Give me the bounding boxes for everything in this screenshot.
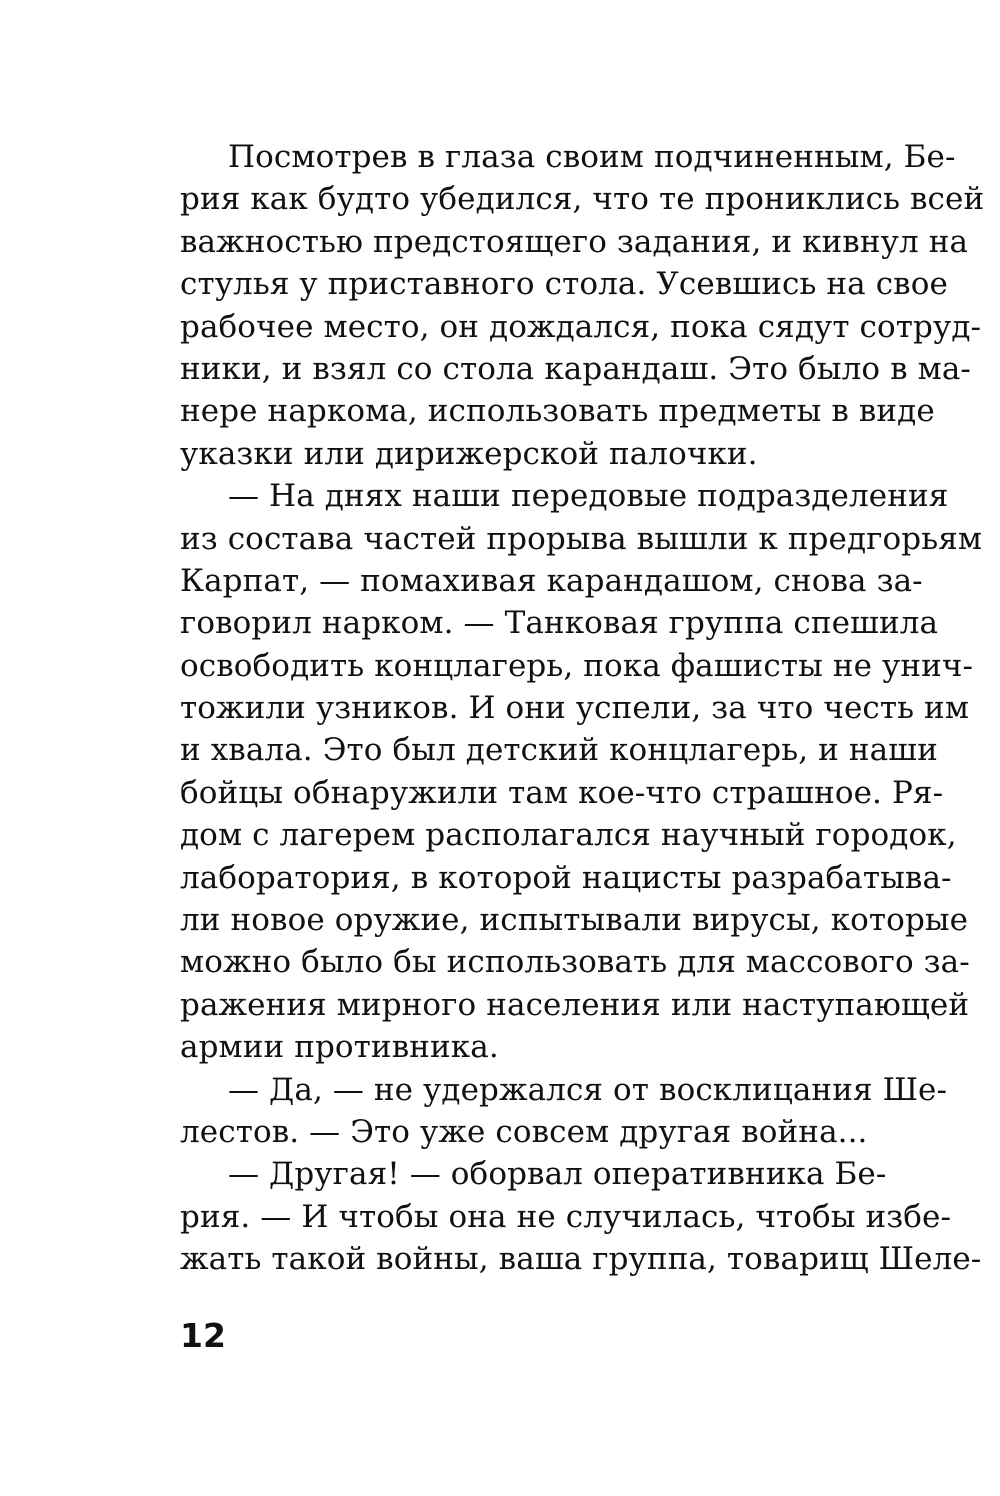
- text-line: рабочее место, он дождался, пока сядут сотруд-: [180, 308, 982, 345]
- text-line: дом с лагерем располагался научный городок,: [180, 817, 957, 854]
- text-line: важностью предстоящего задания, и кивнул на: [180, 223, 969, 260]
- text-line: бойцы обнаружили там кое-что страшное. Ря-: [180, 774, 944, 811]
- text-line: стулья у приставного стола. Усевшись на свое: [180, 266, 948, 303]
- text-line: указки или дирижерской палочки.: [180, 435, 758, 472]
- text-line: рия как будто убедился, что те прониклись всей: [180, 181, 985, 218]
- text-line: — На днях наши передовые подразделения: [228, 478, 949, 515]
- text-line: армии противника.: [180, 1029, 499, 1066]
- text-line: освободить концлагерь, пока фашисты не унич-: [180, 647, 974, 684]
- text-line: жать такой войны, ваша группа, товарищ Шеле-: [180, 1241, 982, 1278]
- text-line: лестов. — Это уже совсем другая война...: [180, 1113, 868, 1150]
- text-line: ражения мирного населения или наступающей: [180, 986, 970, 1023]
- text-line: Посмотрев в глаза своим подчиненным, Бе-: [228, 139, 956, 175]
- page-number: 12: [180, 1316, 226, 1355]
- text-line: из состава частей прорыва вышли к предгорьям: [180, 520, 983, 557]
- text-line: — Другая! — оборвал оперативника Бе-: [228, 1156, 887, 1193]
- text-line: и хвала. Это был детский концлагерь, и наши: [180, 732, 938, 769]
- text-line: — Да, — не удержался от восклицания Ше-: [228, 1071, 948, 1108]
- text-line: рия. — И чтобы она не случилась, чтобы избе-: [180, 1198, 952, 1235]
- text-line: лаборатория, в которой нацисты разрабатыва-: [180, 859, 952, 896]
- text-line: тожили узников. И они успели, за что честь им: [180, 690, 970, 727]
- text-line: говорил нарком. — Танковая группа спешила: [180, 605, 939, 642]
- text-line: ники, и взял со стола карандаш. Это было в ма-: [180, 350, 971, 387]
- body-text: [180, 136, 985, 1281]
- text-line: ли новое оружие, испытывали вирусы, которые: [180, 902, 969, 939]
- text-line: можно было бы использовать для массового за-: [180, 944, 970, 981]
- text-line: Карпат, — помахивая карандашом, снова за-: [180, 562, 923, 599]
- text-line: нере наркома, использовать предметы в виде: [180, 393, 935, 430]
